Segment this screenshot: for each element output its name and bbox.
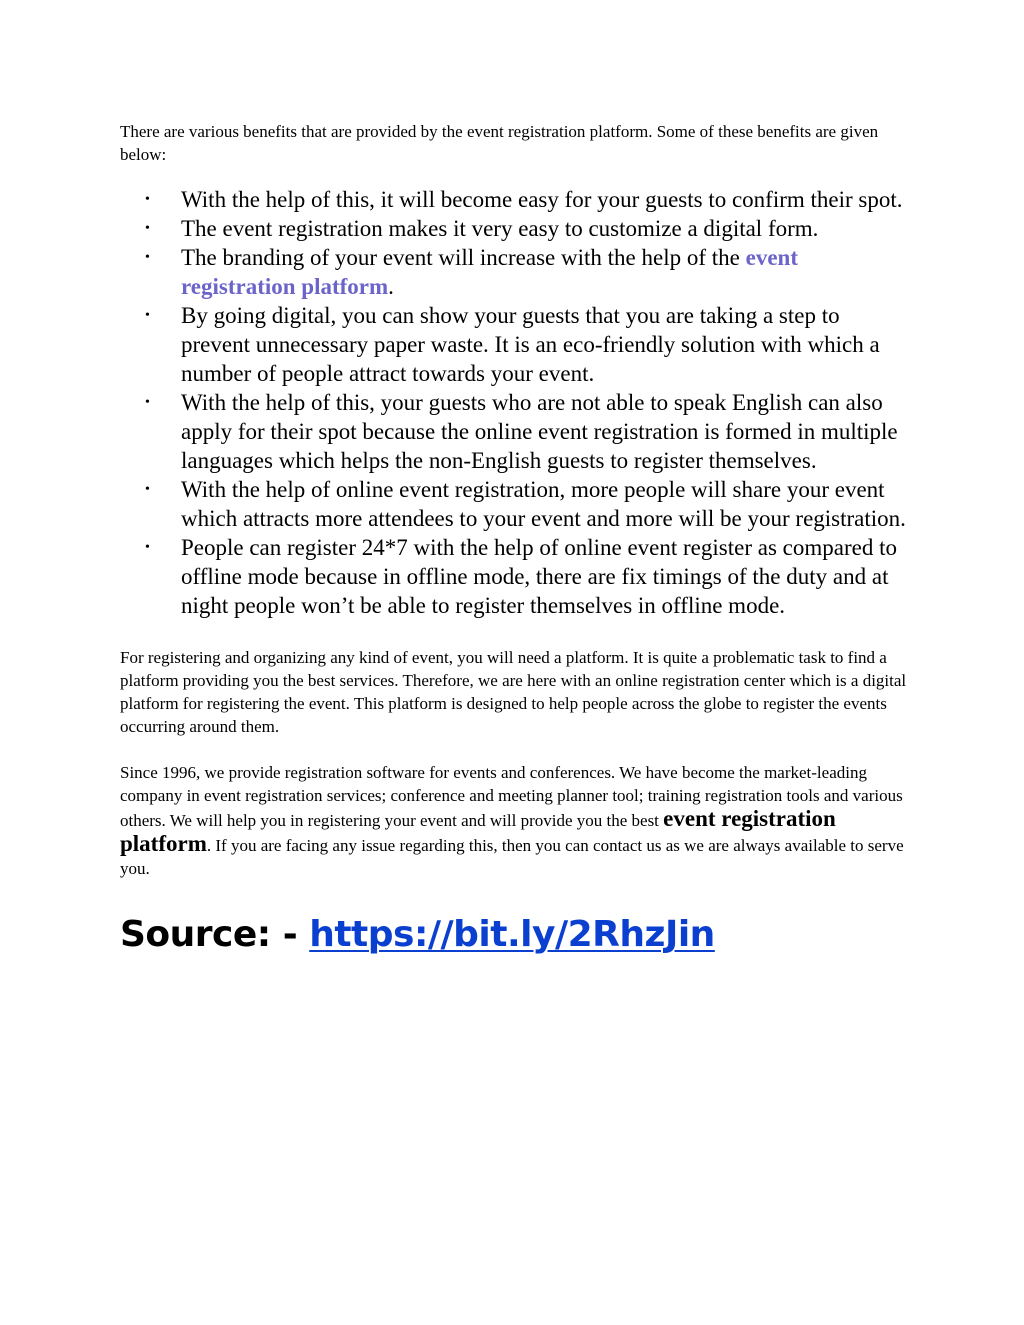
list-item-text-before-link: The branding of your event will increase with the help of the <box>181 245 746 270</box>
bullet-icon: • <box>145 250 150 265</box>
company-paragraph <box>120 761 910 880</box>
company-paragraph-before: Since 1996, we provide registration software for events and conferences. We have become the market-leading company in event registration services; conference and meeting planner tool; training registration tools and various others. We will help you in registering your event and will provide you the best <box>120 763 903 830</box>
list-item-text: With the help of this, it will become easy for your guests to confirm their spot. <box>181 187 903 212</box>
list-item-text-after-link: . <box>388 274 394 299</box>
bullet-icon: • <box>145 308 150 323</box>
bullet-icon: • <box>145 395 150 410</box>
bullet-icon: • <box>145 192 150 207</box>
event-registration-platform-link[interactable]: event registration platform <box>181 245 798 299</box>
source-line <box>120 913 910 957</box>
list-item-text: By going digital, you can show your guests that you are taking a step to prevent unnecessary paper waste. It is an eco-friendly solution with which a number of people attract towards your event. <box>181 303 880 386</box>
list-item-text: With the help of this, your guests who are not able to speak English can also apply for their spot because the online event registration is formed in multiple languages which helps the non-English guests to register themselves. <box>181 390 898 473</box>
list-item-text: People can register 24*7 with the help of online event register as compared to offline mode because in offline mode, there are fix timings of the duty and at night people won’t be able to register themselves in offline mode. <box>181 535 897 618</box>
list-item <box>120 214 910 243</box>
bullet-icon: • <box>145 540 150 555</box>
list-item-text: With the help of online event registration, more people will share your event which attracts more attendees to your event and more will be your registration. <box>181 477 906 531</box>
list-item <box>120 533 910 620</box>
company-paragraph-after: . If you are facing any issue regarding this, then you can contact us as we are always available to serve you. <box>120 836 904 878</box>
bold-phrase: event registration platform <box>120 806 836 856</box>
benefits-list <box>120 185 910 620</box>
bullet-icon: • <box>145 221 150 236</box>
list-item <box>120 301 910 388</box>
intro-paragraph: There are various benefits that are provided by the event registration platform. Some of these benefits are given below: <box>120 122 879 164</box>
bullet-icon: • <box>145 482 150 497</box>
list-item <box>120 243 910 301</box>
list-item <box>120 475 910 533</box>
document-page <box>120 120 910 957</box>
list-item-text: The event registration makes it very easy to customize a digital form. <box>181 216 819 241</box>
list-item <box>120 388 910 475</box>
source-label: Source: - <box>120 914 310 955</box>
source-link[interactable]: https://bit.ly/2RhzJin <box>309 914 715 955</box>
list-item <box>120 185 910 214</box>
platform-paragraph: For registering and organizing any kind of event, you will need a platform. It is quite a problematic task to find a platform providing you the best services. Therefore, we are here with an online registration center which is a digital platform for registering the event. This platform is designed to help people across the globe to register the events occurring around them. <box>120 648 907 736</box>
